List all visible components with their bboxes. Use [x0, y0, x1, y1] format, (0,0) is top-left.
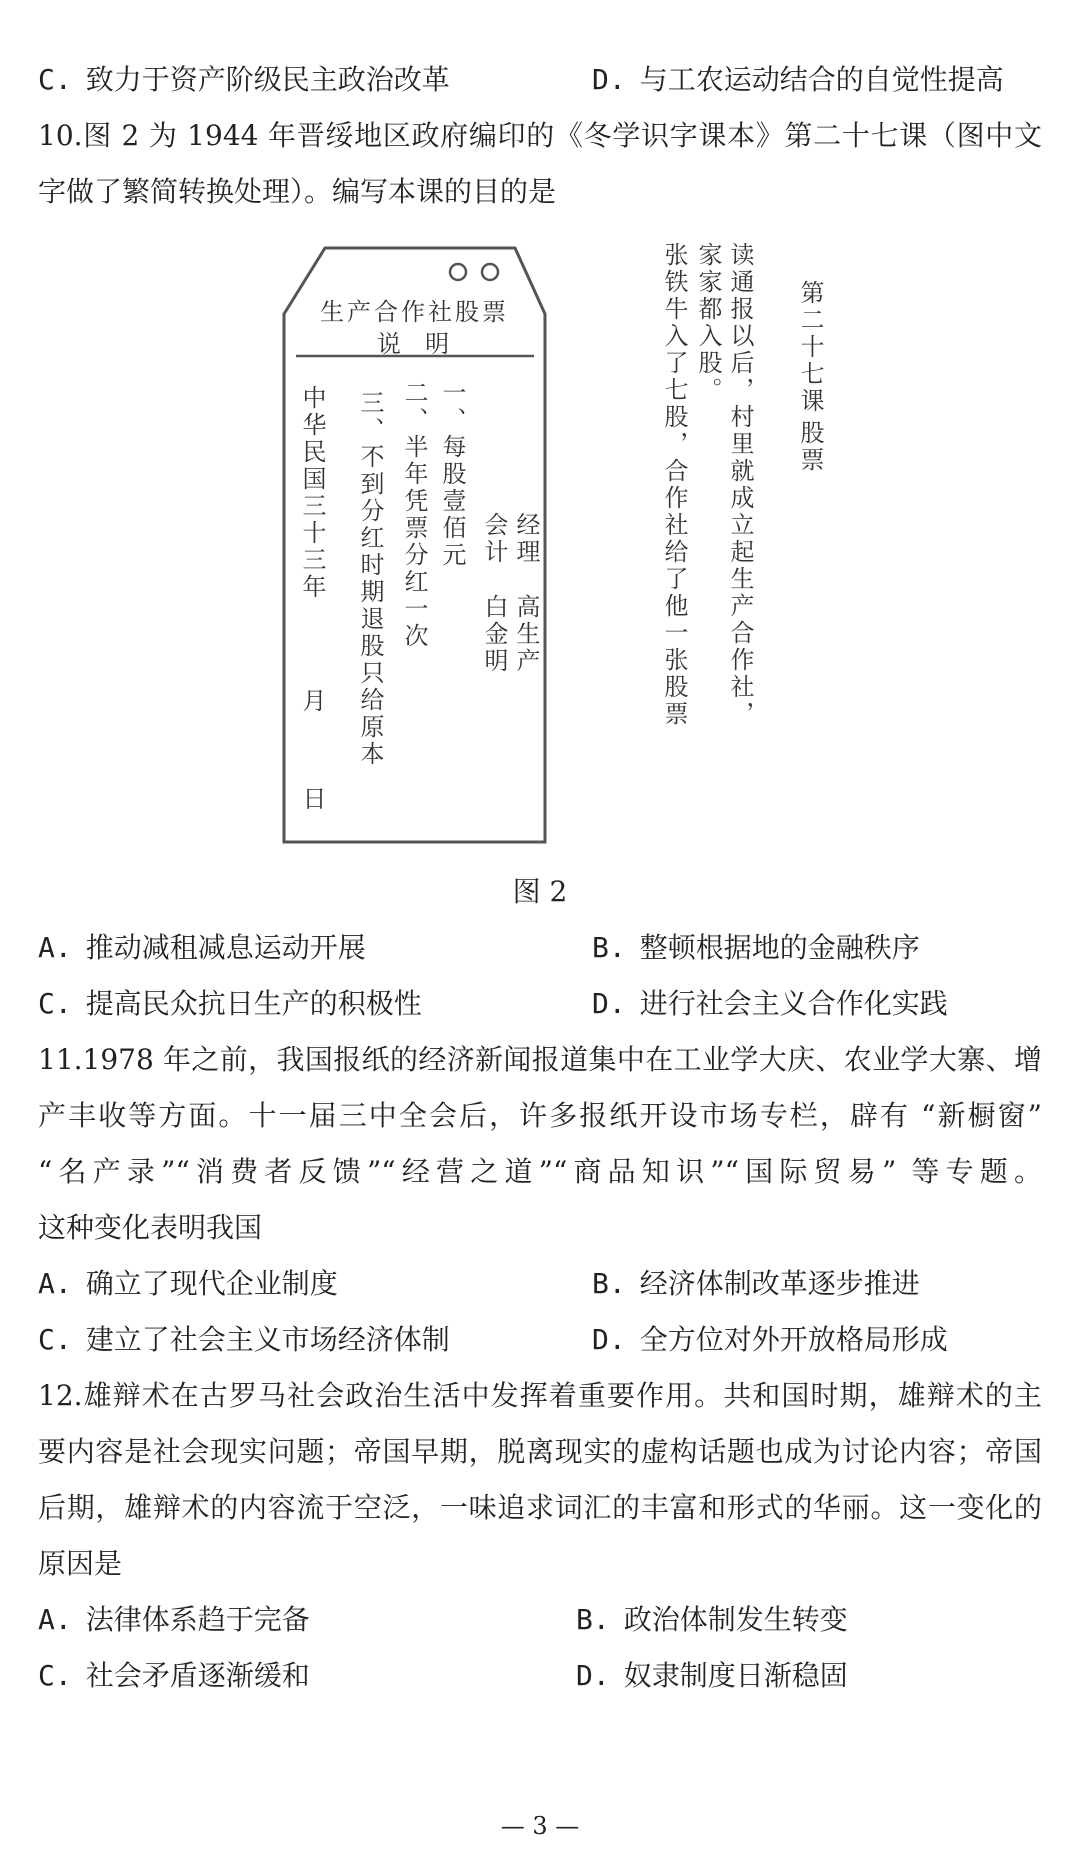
- ticket-accountant-label: 会计: [480, 512, 508, 566]
- option-letter: D.: [576, 1659, 610, 1692]
- option-letter: B.: [592, 1267, 626, 1300]
- option-d: [592, 1320, 948, 1360]
- option-letter: A.: [38, 1603, 72, 1636]
- ticket-rule-2: 二、半年凭票分红一次: [400, 380, 428, 650]
- lesson-title: 第二十七课: [796, 280, 824, 415]
- ticket-manager-name: 高生产: [512, 594, 540, 675]
- option-letter: A.: [38, 1267, 72, 1300]
- ticket-rule-3: 三、不到分红时期退股只给原本: [356, 390, 384, 768]
- option-letter: B.: [576, 1603, 610, 1636]
- option-letter: D.: [592, 1323, 626, 1356]
- option-letter: C.: [38, 1659, 72, 1692]
- lesson-text-col-2: 家家都入股。: [694, 242, 722, 404]
- option-d: [592, 60, 1004, 100]
- option-text: 建立了社会主义市场经济体制: [85, 1323, 450, 1356]
- option-text: 与工农运动结合的自觉性提高: [639, 63, 1004, 96]
- ticket-date-year: 中华民国三十三年: [298, 385, 326, 601]
- option-text: 提高民众抗日生产的积极性: [85, 987, 422, 1020]
- q11-stem-line-1: 11.1978 年之前，我国报纸的经济新闻报道集中在工业学大庆、农业学大寨、增: [38, 1043, 1042, 1076]
- option-text: 进行社会主义合作化实践: [639, 987, 948, 1020]
- option-c: [38, 984, 422, 1024]
- q12-stem-line-3: 后期，雄辩术的内容流于空泛，一味追求词汇的丰富和形式的华丽。这一变化的: [38, 1491, 1042, 1524]
- option-d: [576, 1656, 848, 1696]
- option-a: [38, 1600, 310, 1640]
- option-a: [38, 1264, 338, 1304]
- q12-stem-line-2: 要内容是社会现实问题；帝国早期，脱离现实的虚构话题也成为讨论内容；帝国: [38, 1435, 1042, 1468]
- option-text: 推动减租减息运动开展: [85, 931, 366, 964]
- option-text: 社会矛盾逐渐缓和: [85, 1659, 310, 1692]
- q12-stem-line-4: 原因是: [38, 1547, 123, 1580]
- option-a: [38, 928, 366, 968]
- option-text: 致力于资产阶级民主政治改革: [85, 63, 450, 96]
- option-letter: D.: [592, 63, 626, 96]
- ticket-hole-icon: [450, 264, 466, 280]
- q11-stem-line-3: “名产录”“消费者反馈”“经营之道”“商品知识”“国际贸易” 等专题。: [38, 1155, 1042, 1188]
- option-c: [38, 60, 450, 100]
- option-letter: B.: [592, 931, 626, 964]
- q10-stem-line-1: 10.图 2 为 1944 年晋绥地区政府编印的《冬学识字课本》第二十七课（图中文: [38, 119, 1042, 152]
- ticket-date-month: 月: [298, 688, 326, 715]
- figure-caption: 图 2: [512, 875, 568, 908]
- option-d: [592, 984, 948, 1024]
- option-letter: C.: [38, 1323, 72, 1356]
- option-text: 全方位对外开放格局形成: [639, 1323, 948, 1356]
- option-b: [592, 1264, 920, 1304]
- ticket-date-day: 日: [298, 786, 326, 813]
- option-letter: C.: [38, 63, 72, 96]
- option-c: [38, 1656, 310, 1696]
- option-b: [576, 1600, 848, 1640]
- option-text: 确立了现代企业制度: [85, 1267, 338, 1300]
- lesson-text-col-1: 读通报以后，村里就成立起生产合作社，: [726, 242, 754, 728]
- q10-stem-line-2: 字做了繁简转换处理）。编写本课的目的是: [38, 175, 557, 208]
- ticket-subtitle: 说 明: [376, 330, 453, 358]
- q11-stem-line-4: 这种变化表明我国: [38, 1211, 263, 1244]
- option-letter: A.: [38, 931, 72, 964]
- q11-stem-line-2: 产丰收等方面。十一届三中全会后，许多报纸开设市场专栏，辟有 “新橱窗”: [38, 1099, 1042, 1132]
- option-c: [38, 1320, 450, 1360]
- ticket-title: 生产合作社股票: [320, 298, 509, 326]
- figure-2-lesson-page: [0, 230, 1080, 870]
- option-text: 法律体系趋于完备: [85, 1603, 310, 1636]
- ticket-accountant-name: 白金明: [480, 594, 508, 675]
- ticket-hole-icon: [482, 264, 498, 280]
- option-text: 奴隶制度日渐稳固: [623, 1659, 848, 1692]
- option-letter: D.: [592, 987, 626, 1020]
- option-text: 政治体制发生转变: [623, 1603, 848, 1636]
- ticket-rule-1: 一、每股壹佰元: [438, 380, 466, 569]
- option-text: 整顿根据地的金融秩序: [639, 931, 920, 964]
- page-number: — 3 —: [500, 1812, 580, 1840]
- ticket-manager-label: 经理: [512, 512, 540, 566]
- lesson-text-col-3: 张铁牛入了七股，合作社给了他一张股票: [660, 242, 688, 728]
- option-text: 经济体制改革逐步推进: [639, 1267, 920, 1300]
- option-letter: C.: [38, 987, 72, 1020]
- lesson-topic: 股票: [796, 420, 824, 474]
- q12-stem-line-1: 12.雄辩术在古罗马社会政治生活中发挥着重要作用。共和国时期，雄辩术的主: [38, 1379, 1042, 1412]
- option-b: [592, 928, 920, 968]
